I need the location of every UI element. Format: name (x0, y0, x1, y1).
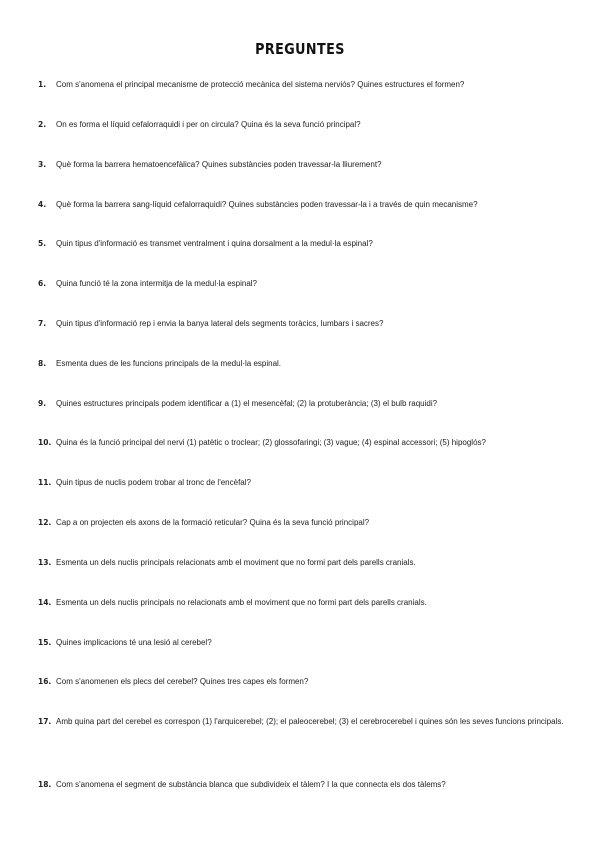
question-1 (38, 74, 568, 95)
question-10 (38, 432, 568, 453)
question-number: 9. (38, 399, 47, 408)
question-number: 12. (38, 518, 52, 527)
question-number: 8. (38, 359, 47, 368)
question-9 (38, 393, 568, 414)
question-number: 14. (38, 598, 52, 607)
question-text: Esmenta un dels nuclis principals no relacionats amb el moviment que no formi part dels parells cranials. (56, 598, 427, 607)
question-text: Quina funció té la zona intermitja de la medul·la espinal? (56, 279, 258, 288)
question-text: Com s'anomena el principal mecanisme de protecció mecànica del sistema nerviós? Quines estructures el formen? (56, 80, 465, 89)
page-title: PREGUNTES (255, 40, 345, 58)
question-16 (38, 671, 568, 692)
question-text: Quines implicacions té una lesió al cerebel? (56, 638, 212, 647)
question-17 (38, 711, 568, 732)
question-number: 13. (38, 558, 52, 567)
question-5 (38, 233, 568, 254)
question-number: 4. (38, 200, 47, 209)
question-number: 2. (38, 120, 47, 129)
question-text: Amb quina part del cerebel es correspon (1) l'arquicerebel; (2); el paleocerebel; (3) el cerebrocerebel i quines són les seves funcions principals. (56, 717, 564, 726)
question-11 (38, 472, 568, 493)
question-8 (38, 353, 568, 374)
question-text: Quin tipus d'informació es transmet ventralment i quina dorsalment a la medul·la espinal? (56, 239, 373, 248)
question-text: Què forma la barrera hematoencefàlica? Quines substàncies poden travessar-la lliurement? (56, 160, 382, 169)
question-number: 6. (38, 279, 47, 288)
question-number: 18. (38, 780, 52, 789)
question-text: Quin tipus de nuclis podem trobar al tronc de l'encèfal? (56, 478, 251, 487)
question-text: Esmenta dues de les funcions principals de la medul·la espinal. (56, 359, 282, 368)
question-text: On es forma el líquid cefalorraquidi i per on circula? Quina és la seva funció principal? (56, 120, 361, 129)
question-number: 17. (38, 717, 52, 726)
question-number: 7. (38, 319, 47, 328)
question-3 (38, 154, 568, 175)
question-18 (38, 774, 568, 795)
question-number: 5. (38, 239, 47, 248)
question-number: 11. (38, 478, 52, 487)
question-number: 10. (38, 438, 52, 447)
question-text: Esmenta un dels nuclis principals relacionats amb el moviment que no formi part dels parells cranials. (56, 558, 416, 567)
question-number: 3. (38, 160, 47, 169)
question-number: 15. (38, 638, 52, 647)
question-text: Cap a on projecten els axons de la formació reticular? Quina és la seva funció principal? (56, 518, 370, 527)
question-2 (38, 114, 568, 135)
question-text: Què forma la barrera sang-líquid cefalorraquidi? Quines substàncies poden travessar-la i a través de quin mecanisme? (56, 200, 478, 209)
question-number: 16. (38, 677, 52, 686)
question-6 (38, 273, 568, 294)
question-15 (38, 632, 568, 653)
question-4 (38, 194, 568, 215)
question-14 (38, 592, 568, 613)
question-12 (38, 512, 568, 533)
question-13 (38, 552, 568, 573)
question-text: Com s'anomenen els plecs del cerebel? Quines tres capes els formen? (56, 677, 309, 686)
question-7 (38, 313, 568, 334)
question-text: Quines estructures principals podem identificar a (1) el mesencèfal; (2) la protuberància; (3) el bulb raquidi? (56, 399, 438, 408)
question-text: Quin tipus d'informació rep i envia la banya lateral dels segments toràcics, lumbars i sacres? (56, 319, 384, 328)
question-number: 1. (38, 80, 47, 89)
question-text: Com s'anomena el segment de substància blanca que subdivideix el tàlem? I la que connecta els dos tàlems? (56, 780, 446, 789)
question-text: Quina és la funció principal del nervi (1) patètic o troclear; (2) glossofaringi; (3) vague; (4) espinal accessori; (5) hipoglós? (56, 438, 486, 447)
